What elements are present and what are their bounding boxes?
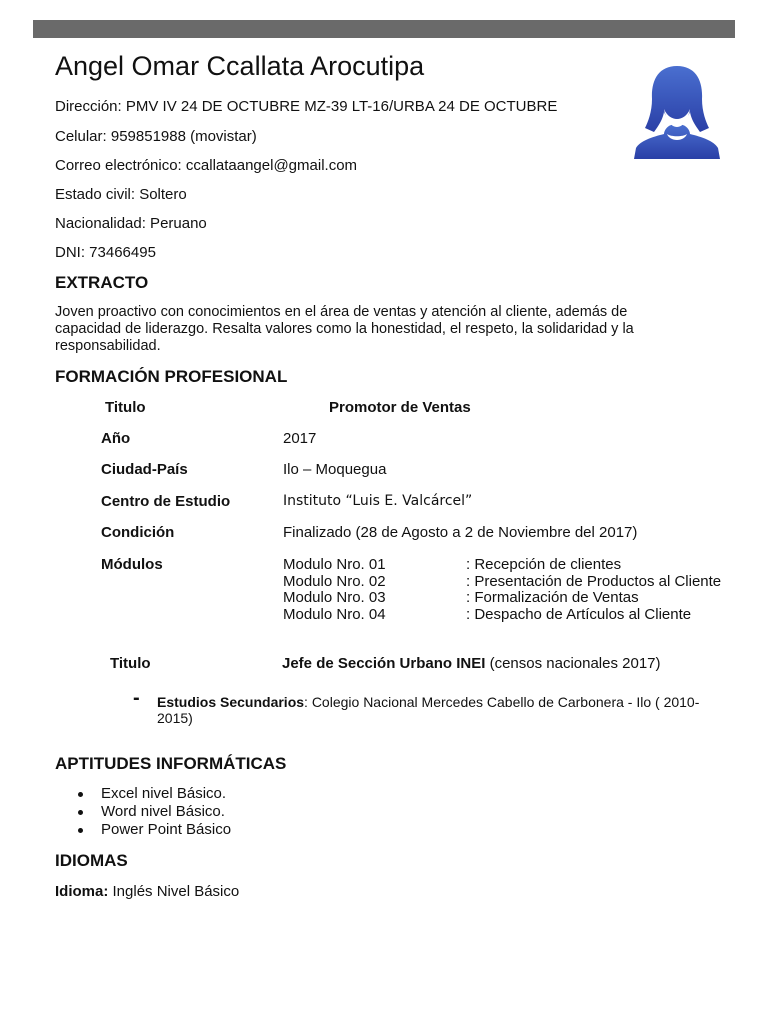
person-silhouette-icon [634, 64, 720, 159]
header-bar [33, 20, 735, 38]
modulo-name: Modulo Nro. 03 [283, 589, 386, 606]
modulo-name: Modulo Nro. 04 [283, 606, 386, 623]
idioma-label: Idioma: [55, 883, 109, 900]
ciudad-label: Ciudad-País [101, 461, 188, 478]
contact-dni: DNI: 73466495 [55, 244, 156, 261]
idioma-line [55, 883, 239, 900]
titulo2-value-rest: (censos nacionales 2017) [485, 655, 661, 672]
bullet-icon [78, 828, 83, 833]
list-item [78, 821, 231, 839]
modulo-name: Modulo Nro. 01 [283, 556, 386, 573]
contact-direccion: Dirección: PMV IV 24 DE OCTUBRE MZ-39 LT-16/URBA 24 DE OCTUBRE [55, 98, 558, 115]
list-item [78, 803, 231, 821]
modulo-desc: : Recepción de clientes [466, 556, 622, 573]
secundaria-line2: 2015) [157, 710, 193, 726]
secundaria-line1 [157, 694, 699, 710]
centro-label: Centro de Estudio [101, 493, 231, 510]
modulo-desc: : Formalización de Ventas [466, 589, 639, 606]
aptitud-text: Word nivel Básico. [101, 803, 225, 820]
formacion-heading: FORMACIÓN PROFESIONAL [55, 367, 288, 386]
modulo-desc: : Despacho de Artículos al Cliente [466, 606, 692, 623]
idioma-value: Inglés Nivel Básico [108, 883, 240, 900]
list-item [78, 785, 231, 803]
modulo-name: Modulo Nro. 02 [283, 573, 386, 590]
aptitud-text: Excel nivel Básico. [101, 785, 227, 802]
ciudad-value: Ilo – Moquegua [283, 461, 387, 478]
aptitud-text: Power Point Básico [101, 821, 232, 838]
titulo-value: Promotor de Ventas [329, 399, 471, 416]
secundaria-dash: - [133, 687, 140, 709]
extracto-heading: EXTRACTO [55, 273, 149, 292]
bullet-icon [78, 792, 83, 797]
anio-label: Año [101, 430, 131, 447]
modulo-desc: : Presentación de Productos al Cliente [466, 573, 722, 590]
titulo2-value [282, 655, 661, 672]
condicion-label: Condición [101, 524, 175, 541]
titulo2-label: Titulo [110, 655, 151, 672]
titulo2-value-bold: Jefe de Sección Urbano INEI [282, 655, 486, 672]
aptitudes-heading: APTITUDES INFORMÁTICAS [55, 754, 287, 773]
centro-value: Instituto “Luis E. Valcárcel” [283, 493, 473, 509]
contact-correo: Correo electrónico: ccallataangel@gmail.com [55, 157, 358, 174]
extracto-text: Joven proactivo con conocimientos en el área de ventas y atención al cliente, además de capacidad de liderazgo. Resalta valores como la honestidad, el respeto, la solidaridad y la responsabilidad. [55, 304, 634, 354]
secundaria-label: Estudios Secundarios [157, 694, 305, 710]
secundaria-text: : Colegio Nacional Mercedes Cabello de Carbonera - Ilo ( 2010- [304, 694, 700, 710]
anio-value: 2017 [283, 430, 317, 447]
cv-name: Angel Omar Ccallata Arocutipa [55, 51, 425, 81]
contact-estado-civil: Estado civil: Soltero [55, 186, 187, 203]
modulos-label: Módulos [101, 556, 163, 573]
contact-celular: Celular: 959851988 (movistar) [55, 128, 257, 145]
condicion-value: Finalizado (28 de Agosto a 2 de Noviembre del 2017) [283, 524, 638, 541]
bullet-icon [78, 810, 83, 815]
idiomas-heading: IDIOMAS [55, 851, 128, 870]
titulo-label: Titulo [105, 399, 146, 416]
aptitudes-list [78, 785, 231, 839]
contact-nacionalidad: Nacionalidad: Peruano [55, 215, 207, 232]
